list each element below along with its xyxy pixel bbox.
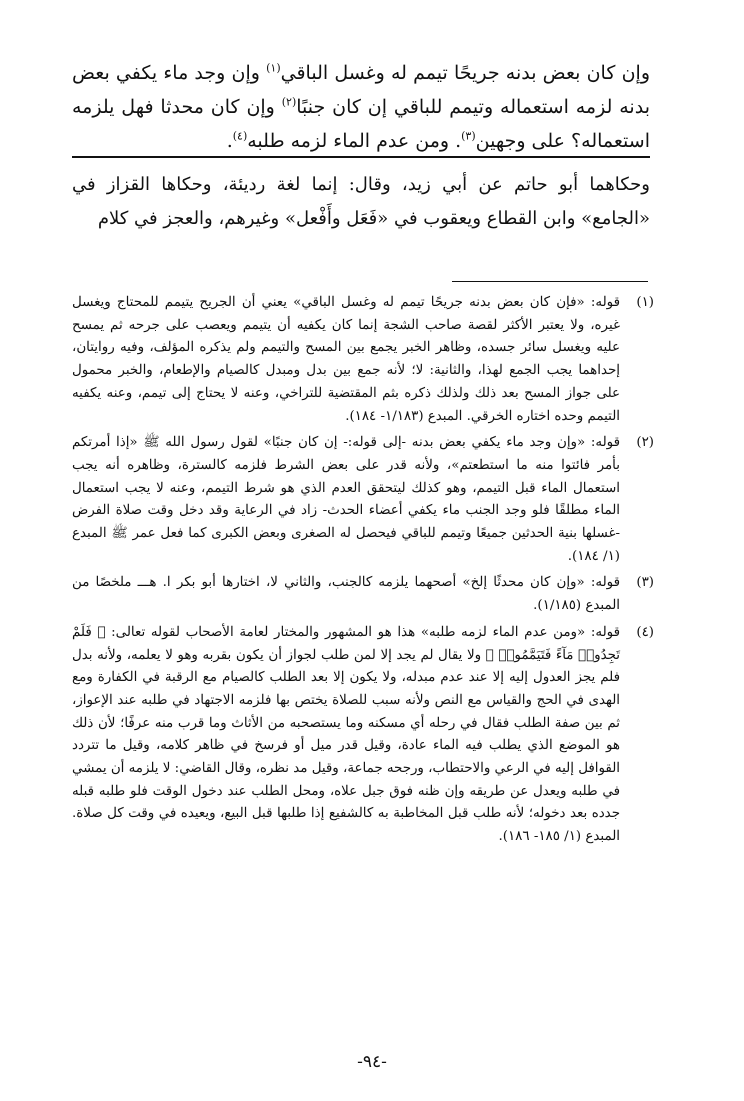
footnote-ref: (١) — [266, 61, 281, 75]
footnote-number: (٣) — [636, 575, 654, 591]
footnote-number: (٤) — [636, 624, 654, 640]
footnote-text: قوله: «فإن كان بعض بدنه جريحًا تيمم له وغسل الباقي» يعني أن الجريح يتيمم للمحتاج ويغسل غيره، ولا يعتبر الأكثر لقصة صاحب الشجة إنما كان يكفيه أن يتيمم ويعصب على جرحه ثم يمسح عليه ويغسل سائر جسده، وظاهر الخبر يجمع بين المسح والتيمم ولم يذكره المؤلف، وفيه روايتان، إحداهما يجب الجمع لهذا، والثانية: لا؛ لأنه جمع بين بدل ومبدل كالصيام والإطعام، والخبر محمول على جواز المسح بعد ذلك ولذلك ذكره بثم المقتضية للتراخي، وعنه لا يحتاج إلى تيمم، وعنه يكفيه التيمم وحده اختاره الخرقي. المبدع (١/١٨٣- ١٨٤). — [72, 295, 620, 424]
footnote-text: قوله: «وإن كان محدثًا إلخ» أصحهما يلزمه كالجنب، والثاني لا، اختارها أبو بكر ا. هـــ ملخصًا من المبدع (١/١٨٥). — [72, 575, 620, 614]
main-paragraph — [72, 56, 650, 158]
footnote-item — [72, 572, 654, 617]
footnote-ref: (٣) — [461, 129, 476, 143]
footnote-text: قوله: «وإن وجد ماء يكفي بعض بدنه -إلى قوله:- إن كان جنبًا» لقول رسول الله ﷺ «إذا أمرتكم بأمر فائتوا منه ما استطعتم»، ولأنه قدر على بعض الشرط فلزمه كالسترة، وظاهره أنه يجب استعمال الماء قبل التيمم، وهو كذلك ليتحقق العدم الذي هو شرط التيمم، وعنه لا يجب استعمال الماء مطلقًا فلو وجد الجنب ماء يكفي أعضاء الحدث- زاد في الرعاية وقد دخل وقت صلاة الفرض -غسلها بنية الحدثين جميعًا وتيمم للباقي فيحصل له الصغرى وبعض الكبرى كما فعل عمر ﷺ المبدع (١/ ١٨٤). — [72, 435, 620, 564]
footnote-text: قوله: «ومن عدم الماء لزمه طلبه» هذا هو المشهور والمختار لعامة الأصحاب لقوله تعالى: ﴿ فَلَمْ تَجِدُوا۟ مَآءً فَتَيَمَّمُوا۟ ﴾ ولا يقال لم يجد إلا لمن طلب لجواز أن يكون بقربه وهو لا يعلمه، ولأنه بدل فلم يجز العدول إليه إلا عند عدم مبدله، ولا يكون إلا بعد الطلب كالصيام مع الرقبة في الكفارة ومع الهدى في الحج والقياس مع النص ولأنه سبب للصلاة يختص بها فلزمه الاجتهاد في طلبه عند الإعواز، ثم بين صفة الطلب فقال في رحله أي مسكنه وما يستصحبه من الأثاث وما قرب منه عرفًا؛ لأن ذلك هو الموضع الذي يطلب فيه الماء عادة، وقيل قدر ميل أو فرسخ في ظاهر كلامه، وقيل ما تتردد القوافل إليه في الرعي والاحتطاب، ورجحه جماعة، وقيل مد نظره، وقال القاضي: لا يلزمه أن يمشي في طلبه ويعدل عن طريقه وإن ظنه فوق جبل علاه، ومحل الطلب عند دخول الوقت فلو طلبه قبله جدده بعد دخوله؛ لأنه طلب قبل المخاطبة به كالشفيع إذا طلبها قبل البيع، ويعيده في وقت كل صلاة. المبدع (١/ ١٨٥- ١٨٦). — [71, 624, 620, 845]
footnotes-section — [72, 292, 654, 853]
footnote-separator — [452, 281, 648, 282]
main-text-divider — [72, 156, 650, 158]
main-text — [72, 56, 650, 158]
footnote-ref: (٢) — [281, 95, 297, 109]
main-text-segment: . ومن عدم الماء لزمه طلبه — [247, 130, 462, 152]
footnote-item — [72, 292, 654, 428]
main-text-segment: . — [226, 130, 233, 152]
footnote-number: (١) — [636, 295, 654, 310]
commentary-paragraph: وحكاهما أبو حاتم عن أبي زيد، وقال: إنما لغة رديئة، وحكاها القزاز في «الجامع» وابن القطاع ويعقوب في «فَعَل وأَفْعل» وغيرهم، والعجز في كلام — [72, 174, 650, 229]
main-text-segment: وإن وجد ماء يكفي بعض بدنه لزمه استعماله وتيمم للباقي إن كان جنبًا — [72, 62, 650, 118]
footnote-number: (٢) — [636, 435, 654, 451]
page-number: -٩٤- — [357, 1052, 387, 1072]
main-text-segment: وإن كان بعض بدنه جريحًا تيمم له وغسل الباقي — [280, 62, 650, 84]
main-text-segment: وإن كان محدثا فهل يلزمه استعماله؟ على وجهين — [72, 96, 650, 152]
commentary-section — [72, 168, 650, 236]
footnote-item — [72, 622, 654, 849]
footnote-item — [72, 432, 654, 568]
footnote-ref: (٤) — [232, 129, 248, 143]
